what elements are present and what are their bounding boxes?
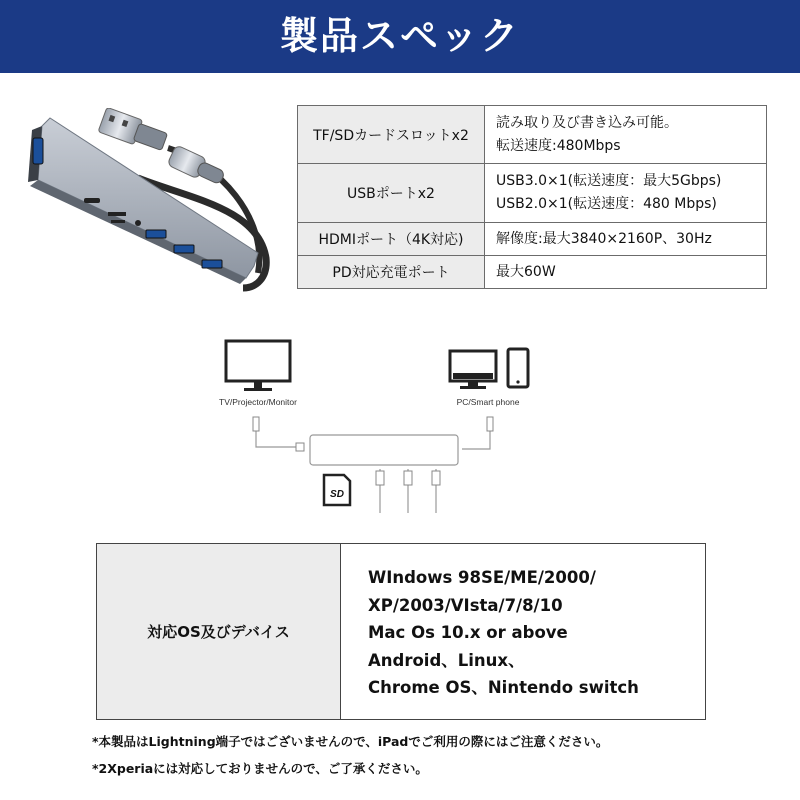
monitor-label: TV/Projector/Monitor (219, 397, 297, 407)
notes (92, 728, 608, 782)
spec-key: USBポートx2 (298, 164, 485, 223)
usb-hub-product-image (18, 108, 278, 298)
spec-value-line: USB2.0×1(転送速度：480 Mbps) (496, 196, 717, 212)
spec-row (298, 223, 767, 256)
spec-value (485, 256, 767, 289)
spec-value-line: USB3.0×1(転送速度：最大5Gbps) (496, 173, 722, 189)
spec-key: PD対応充電ポート (298, 256, 485, 289)
pc-label: PC/Smart phone (456, 397, 520, 407)
connection-diagram (210, 335, 540, 525)
os-compatibility-table (96, 543, 706, 720)
spec-value (485, 106, 767, 164)
monitor-icon (226, 341, 290, 391)
os-key: 対応OS及びデバイス (97, 544, 341, 719)
os-values (341, 544, 705, 719)
sd-card-icon (324, 475, 350, 505)
spec-row (298, 106, 767, 164)
os-value-line: XP/2003/VIsta/7/8/10 (368, 595, 563, 615)
hub-icon (310, 435, 458, 465)
header-banner (0, 0, 800, 73)
spec-table (297, 105, 767, 289)
spec-value (485, 223, 767, 256)
spec-value (485, 164, 767, 223)
spec-value-line: 転送速度:480Mbps (496, 137, 621, 154)
spec-row (298, 164, 767, 223)
spec-value-line: 最大60W (496, 263, 556, 280)
spec-key: TF/SDカードスロットx2 (298, 106, 485, 164)
note-line: *2Xperiaには対応しておりませんので、ご了承ください。 (92, 761, 428, 776)
os-value-line: WIndows 98SE/ME/2000/ (368, 568, 596, 587)
page-title: 製品スペック (279, 14, 520, 58)
svg-text:SD: SD (330, 489, 344, 500)
smartphone-icon (508, 349, 528, 387)
pc-icon (450, 351, 496, 389)
spec-value-line: 解像度:最大3840×2160P、30Hz (496, 230, 712, 247)
os-value-line: Android、Linux、 (368, 650, 525, 670)
note-line: *本製品はLightning端子ではございませんので、iPadでご利用の際にはご注意ください。 (92, 734, 609, 749)
spec-row (298, 256, 767, 289)
spec-key: HDMIポート（4K対応) (298, 223, 485, 256)
spec-value-line: 読み取り及び書き込み可能。 (496, 114, 678, 131)
os-value-line: Chrome OS、Nintendo switch (368, 678, 639, 697)
os-value-line: Mac Os 10.x or above (368, 623, 568, 642)
